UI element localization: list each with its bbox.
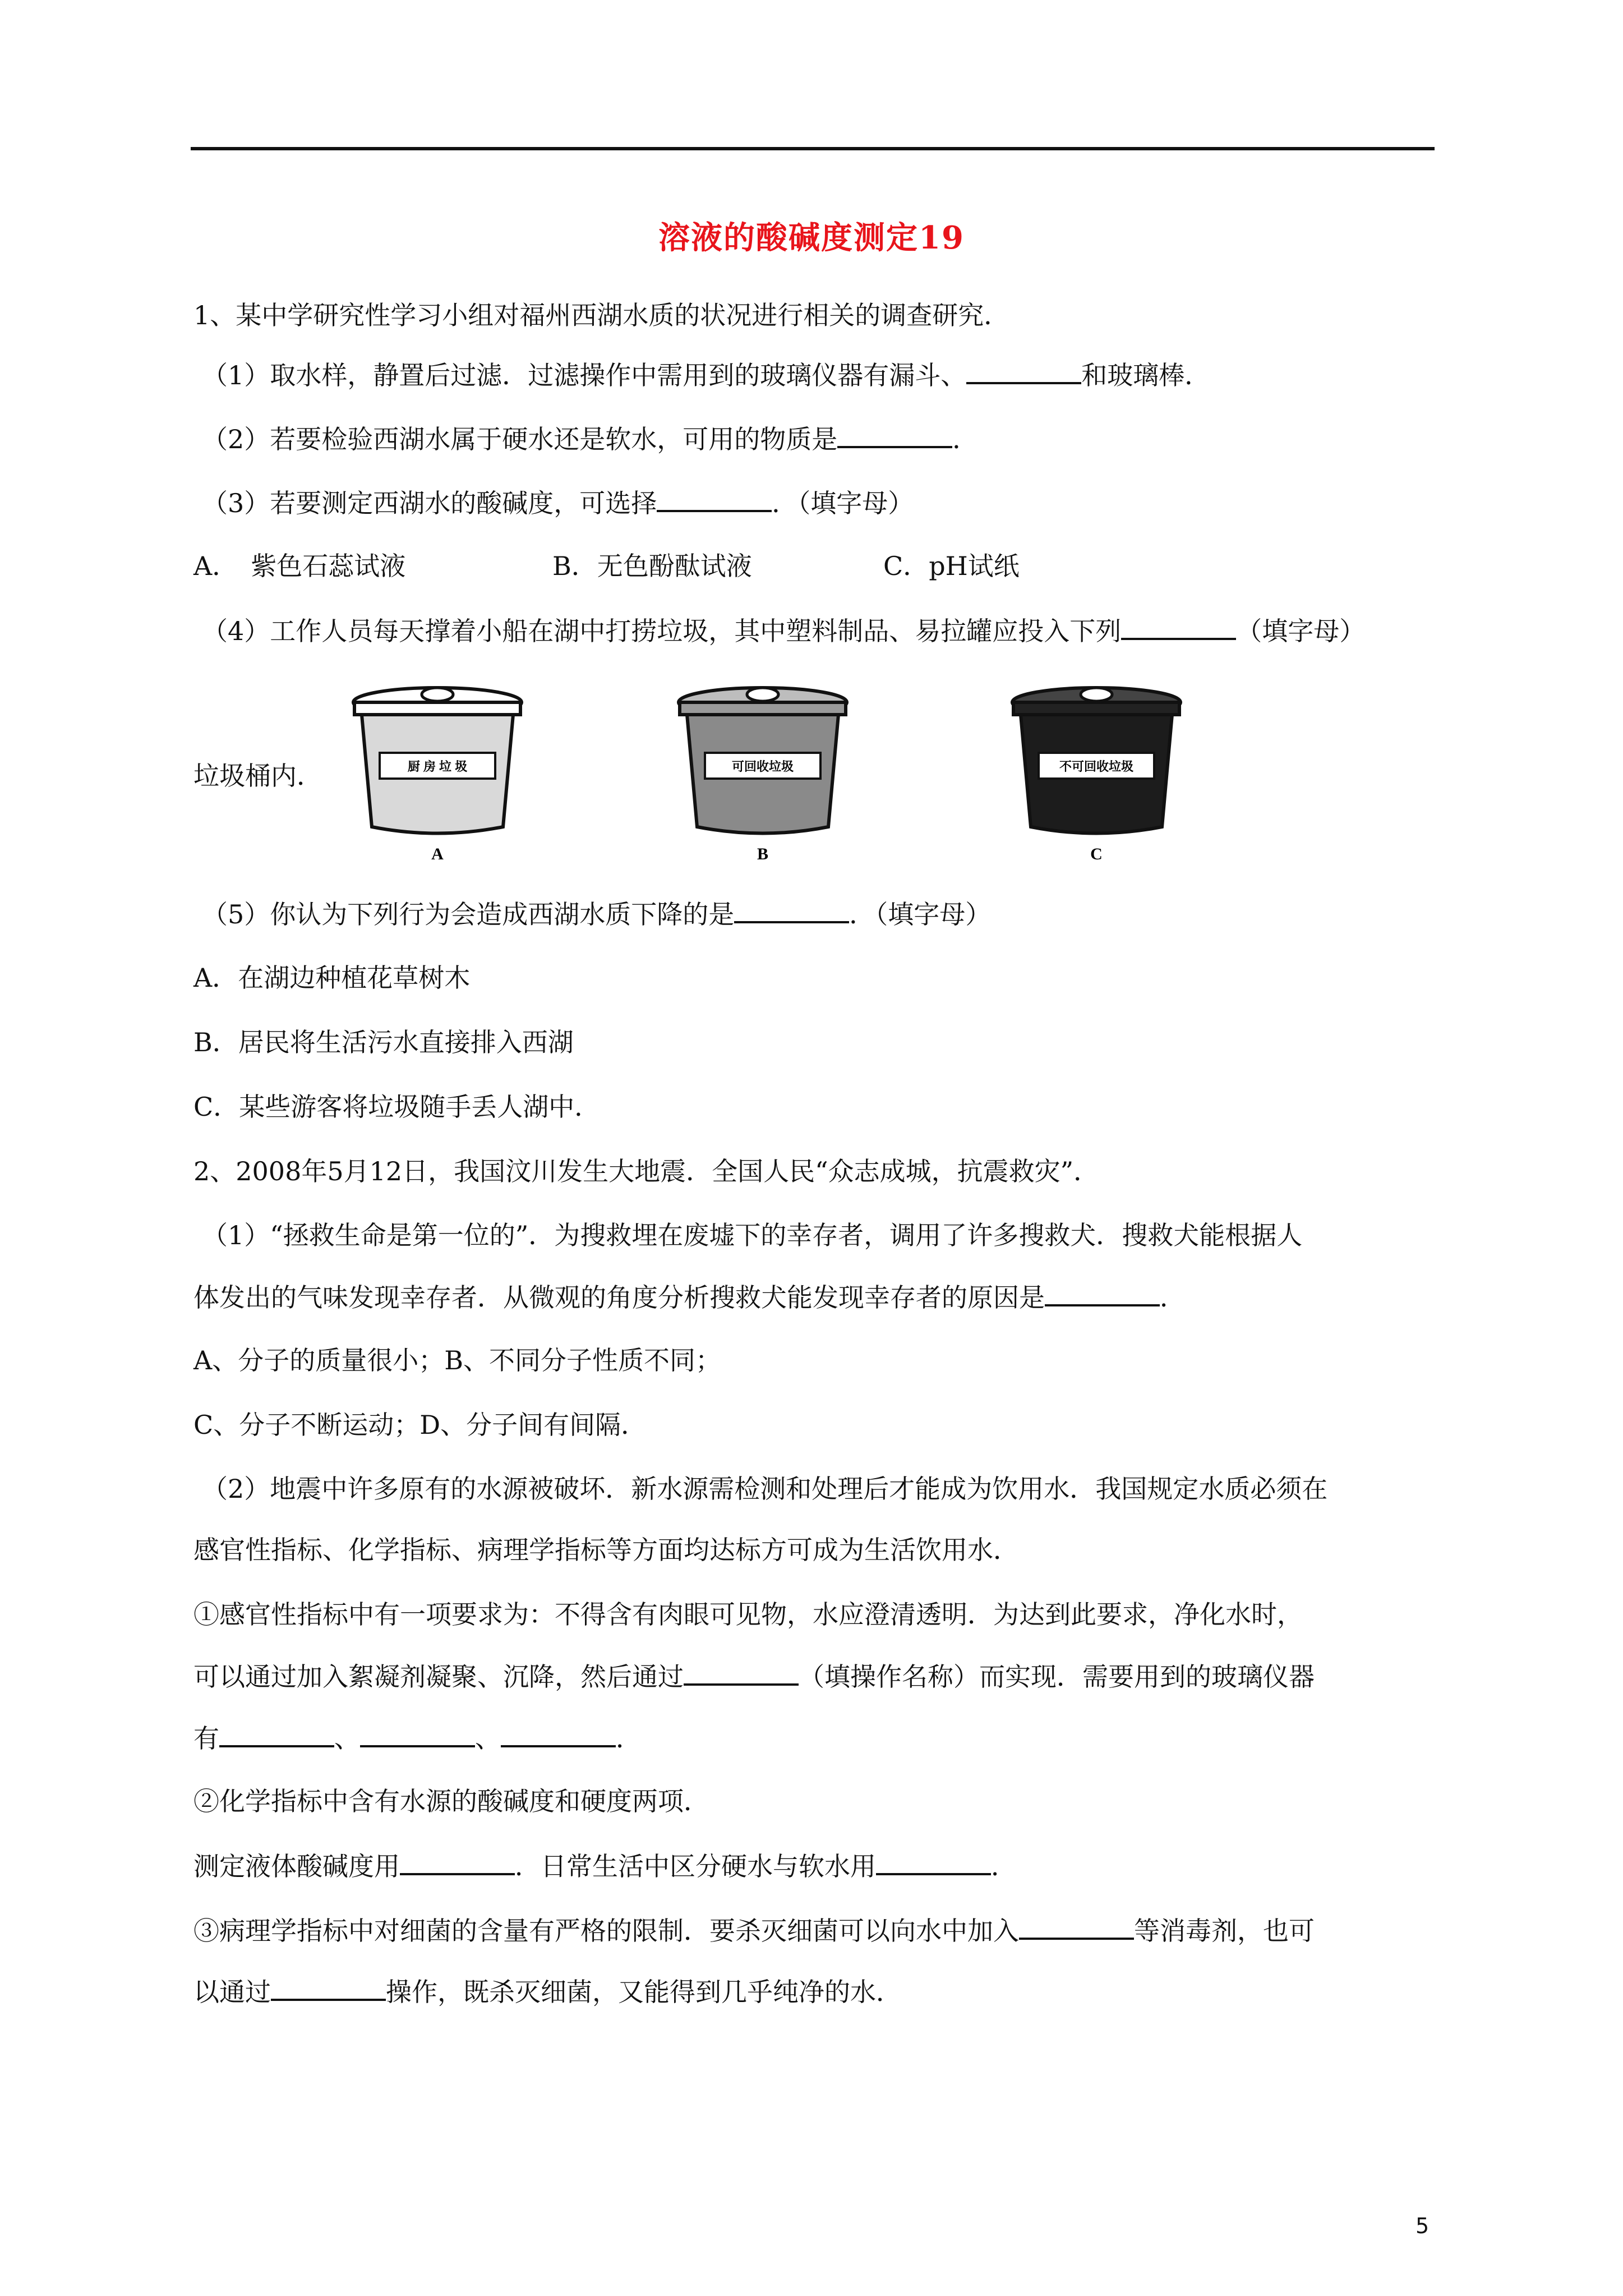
garbage-bins-figure [339,680,1200,865]
bin-a [353,688,522,863]
option-b: B．无色酚酞试液 [552,551,752,581]
separator: 、 [334,1723,360,1754]
q2-sub3-line2 [193,1974,902,2009]
bin-a-letter: A [431,845,444,863]
q1-stem: 1、某中学研究性学习小组对福州西湖水质的状况进行相关的调查研究． [193,300,1010,330]
bin-a-label: 厨 房 垃 圾 [407,760,468,774]
bin-c-letter: C [1090,845,1103,863]
q2-part1-text: 体发出的气味发现幸存者．从微观的角度分析搜救犬能发现幸存者的原因是 [193,1282,1045,1313]
q1-part3-options [193,549,1020,583]
bin-lid-knob-icon [1081,688,1112,701]
answer-blank[interactable] [1121,613,1236,640]
q2-sub1-you: 有 [193,1723,219,1754]
q2-sub2-text: 测定液体酸碱度用 [193,1851,400,1881]
q2-sub3-tail2: 操作，既杀灭细菌，又能得到几乎纯净的水． [386,1977,902,2007]
q1-part4-text: （4）工作人员每天撑着小船在湖中打捞垃圾，其中塑料制品、易拉罐应投入下列 [202,616,1122,646]
q1-part1-text: （1）取水样，静置后过滤．过滤操作中需用到的玻璃仪器有漏斗、 [202,360,967,390]
answer-blank[interactable] [1019,1913,1134,1940]
q2-sub2-line2 [193,1848,1017,1883]
q2-part1-line1: （1）“拯救生命是第一位的”．为搜救埋在废墟下的幸存者，调用了许多搜救犬．搜救犬能根据人 [202,1220,1303,1250]
bin-b-label: 可回收垃圾 [731,760,794,774]
answer-blank[interactable] [400,1848,515,1875]
bin-lid-knob-icon [422,688,453,701]
answer-blank[interactable] [657,485,772,512]
q2-part1-tail: ． [1160,1282,1186,1313]
answer-blank[interactable] [271,1974,386,2001]
answer-blank[interactable] [966,357,1081,384]
bin-b-letter: B [757,845,769,863]
header-rule [191,147,1435,150]
q1-part1 [202,357,1210,392]
q2-sub2-mid: ．日常生活中区分硬水与软水用 [515,1851,876,1881]
q2-sub3-text2: 以通过 [193,1977,271,2007]
q1-part4-tail: （填字母） [1236,616,1366,646]
q2-sub2-end: ． [991,1851,1017,1881]
q2-sub2-line1: ②化学指标中含有水源的酸碱度和硬度两项． [193,1786,709,1816]
q1-part2-text: （2）若要检验西湖水属于硬水还是软水，可用的物质是 [202,424,838,454]
answer-blank[interactable] [684,1659,799,1686]
q1-part3-tail: ．（填字母） [772,488,914,518]
q2-part1-line2 [193,1280,1186,1314]
q1-part5-option-b: B．居民将生活污水直接排入西湖 [193,1027,574,1057]
answer-blank[interactable] [1045,1280,1160,1306]
q1-part5 [202,896,991,931]
q1-part3-text: （3）若要测定西湖水的酸碱度，可选择 [202,488,657,518]
q2-sub1-line3 [193,1720,642,1755]
q1-part5-option-a: A．在湖边种植花草树木 [193,963,471,993]
q2-sub1-line2 [193,1659,1315,1694]
q1-part5-option-c: C．某些游客将垃圾随手丢人湖中． [193,1092,601,1122]
q2-sub1-tail: （填操作名称）而实现．需要用到的玻璃仪器 [799,1662,1315,1692]
q2-sub3-text: ③病理学指标中对细菌的含量有严格的限制．要杀灭细菌可以向水中加入 [193,1916,1019,1946]
separator: 、 [475,1723,501,1754]
q1-part3 [202,485,914,520]
q2-options-cd: C、分子不断运动；D、分子间有间隔． [193,1410,647,1440]
answer-blank[interactable] [501,1720,616,1747]
option-a: A． 紫色石蕊试液 [193,551,406,581]
answer-blank[interactable] [219,1720,334,1747]
q2-sub1-end: ． [616,1723,642,1754]
q2-stem: 2、2008年5月12日，我国汶川发生大地震．全国人民“众志成城，抗震救灾”． [193,1156,1100,1186]
answer-blank[interactable] [876,1848,991,1875]
answer-blank[interactable] [734,896,849,923]
q1-part2-tail: ． [952,424,979,454]
q2-sub1-line1: ①感官性指标中有一项要求为：不得含有肉眼可见物，水应澄清透明．为达到此要求，净化水时， [193,1599,1303,1630]
q2-options-ab: A、分子的质量很小；B、不同分子性质不同； [193,1345,722,1375]
q1-part4-cont: 垃圾桶内． [193,761,322,791]
bin-b [679,688,847,863]
q2-part2-line2: 感官性指标、化学指标、病理学指标等方面均达标方可成为生活饮用水． [193,1535,1019,1565]
q2-sub1-text: 可以通过加入絮凝剂凝聚、沉降，然后通过 [193,1662,684,1692]
q2-sub3-tail: 等消毒剂，也可 [1134,1916,1315,1946]
q2-part2-line1: （2）地震中许多原有的水源被破坏．新水源需检测和处理后才能成为饮用水．我国规定水质必须在 [202,1474,1328,1504]
q1-part2 [202,421,978,456]
q1-part4 [202,613,1365,648]
q1-part1-tail: 和玻璃棒． [1081,360,1211,390]
page-title: 溶液的酸碱度测定19 [658,219,965,256]
answer-blank[interactable] [837,421,952,448]
answer-blank[interactable] [360,1720,475,1747]
bin-lid-knob-icon [747,688,778,701]
bin-c-label: 不可回收垃圾 [1059,760,1134,774]
q1-part5-tail: ．（填字母） [849,899,992,930]
bin-c [1012,688,1181,863]
page-number: 5 [1415,2214,1430,2238]
q2-sub3-line1 [193,1913,1315,1948]
option-c: C．pH试纸 [883,551,1020,581]
q1-part5-text: （5）你认为下列行为会造成西湖水质下降的是 [202,899,735,930]
